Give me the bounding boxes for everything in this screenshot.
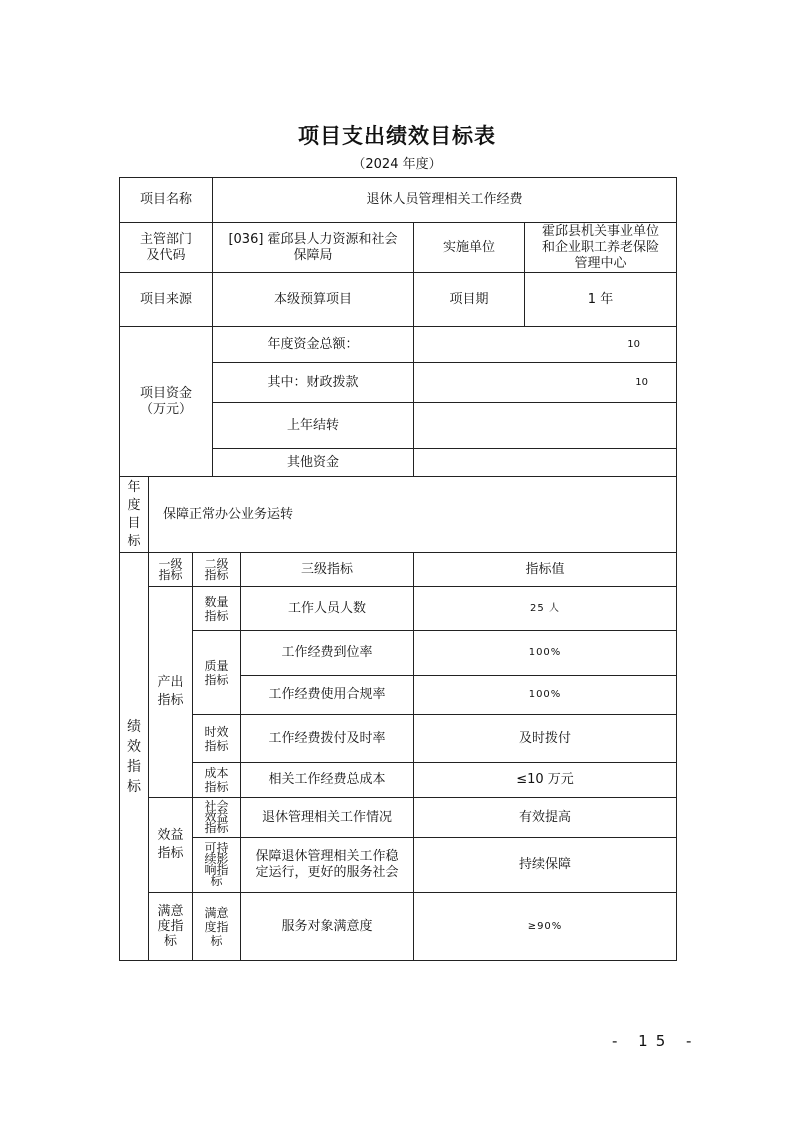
indicators-section-label: 绩 效 指 标 — [119, 552, 148, 961]
level3-stable-operation: 保障退休管理相关工作稳 定运行，更好的服务社会 — [240, 837, 413, 892]
other-funds-label: 其他资金 — [212, 448, 413, 476]
level2-satisfaction: 满意 度指 标 — [192, 892, 240, 961]
carryover-value — [413, 402, 677, 448]
impl-unit-label: 实施单位 — [413, 222, 524, 272]
level3-fund-arrival-rate: 工作经费到位率 — [240, 630, 413, 675]
level2-sustainability: 可持 续影 响指 标 — [192, 837, 240, 892]
dept-value: [036] 霍邱县人力资源和社会 保障局 — [212, 222, 413, 272]
source-value: 本级预算项目 — [212, 272, 413, 326]
level3-fund-compliance-rate: 工作经费使用合规率 — [240, 675, 413, 714]
year-line: （2024 年度） — [352, 157, 442, 172]
value-staff-count: 25 人 — [413, 586, 677, 630]
annual-goal-label: 年 度 目 标 — [119, 476, 148, 552]
level2-quality: 质量 指标 — [192, 630, 240, 714]
fiscal-label: 其中：财政拨款 — [212, 362, 413, 402]
level3-retirement-work: 退休管理相关工作情况 — [240, 797, 413, 837]
satisfaction-indicators-label: 满意 度指 标 — [148, 892, 192, 961]
level3-timely-disbursement: 工作经费拨付及时率 — [240, 714, 413, 762]
other-funds-value — [413, 448, 677, 476]
value-fund-compliance-rate: 100% — [413, 675, 677, 714]
value-retirement-work: 有效提高 — [413, 797, 677, 837]
source-label: 项目来源 — [119, 272, 212, 326]
annual-goal-value: 保障正常办公业务运转 — [148, 476, 677, 552]
period-value: 1 年 — [524, 272, 677, 326]
dept-label: 主管部门 及代码 — [119, 222, 212, 272]
value-service-satisfaction: ≥90% — [413, 892, 677, 961]
project-name-value: 退休人员管理相关工作经费 — [212, 177, 677, 222]
level3-service-satisfaction: 服务对象满意度 — [240, 892, 413, 961]
fiscal-value: 10 — [413, 362, 677, 402]
value-stable-operation: 持续保障 — [413, 837, 677, 892]
level2-cost: 成本 指标 — [192, 762, 240, 797]
annual-total-label: 年度资金总额： — [212, 326, 413, 362]
level3-total-cost: 相关工作经费总成本 — [240, 762, 413, 797]
project-name-label: 项目名称 — [119, 177, 212, 222]
value-timely-disbursement: 及时拨付 — [413, 714, 677, 762]
funds-label: 项目资金 （万元） — [119, 326, 212, 476]
header-level3: 三级指标 — [240, 552, 413, 586]
value-total-cost: ≤10 万元 — [413, 762, 677, 797]
value-fund-arrival-rate: 100% — [413, 630, 677, 675]
level2-quantity: 数量 指标 — [192, 586, 240, 630]
annual-total-value: 10 — [413, 326, 677, 362]
carryover-label: 上年结转 — [212, 402, 413, 448]
header-level2: 二级 指标 — [192, 552, 240, 586]
level2-social-benefit: 社会 效益 指标 — [192, 797, 240, 837]
page-title: 项目支出绩效目标表 — [298, 124, 496, 148]
level3-staff-count: 工作人员人数 — [240, 586, 413, 630]
output-indicators-label: 产出 指标 — [148, 586, 192, 797]
page-number: - 15 - — [612, 1032, 700, 1050]
header-level1: 一级 指标 — [148, 552, 192, 586]
level2-timeliness: 时效 指标 — [192, 714, 240, 762]
benefit-indicators-label: 效益 指标 — [148, 797, 192, 892]
impl-unit-value: 霍邱县机关事业单位 和企业职工养老保险 管理中心 — [524, 222, 677, 272]
period-label: 项目期 — [413, 272, 524, 326]
header-value: 指标值 — [413, 552, 677, 586]
